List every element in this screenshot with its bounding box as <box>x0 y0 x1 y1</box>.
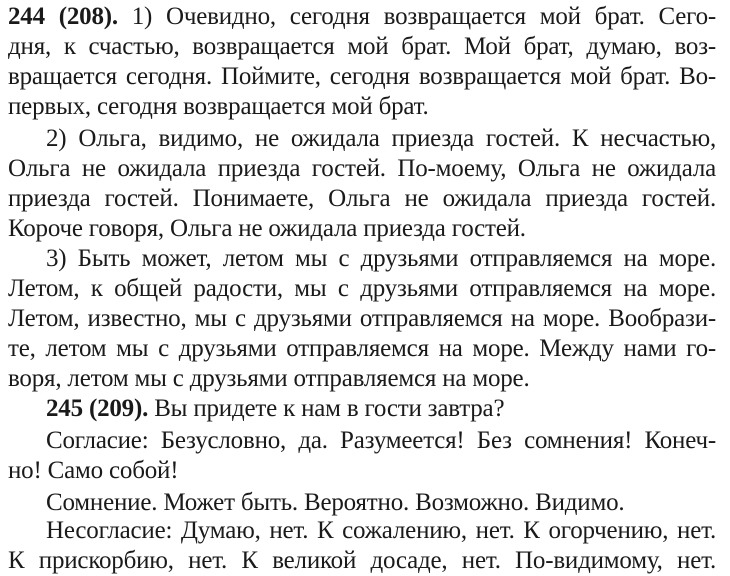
exercise-244-line-4: первых, сегодня возвращается мой брат. <box>8 93 429 120</box>
exercise-244-item2-line-2: Ольга не ожидала приезда гостей. По-моему, Ольга не ожидала <box>8 155 716 182</box>
exercise-244-item3-line-3: Летом, известно, мы с друзьями отправляемся на море. Вообрази- <box>8 305 716 332</box>
disagreement-line-2: К прискорбию, нет. К великой досаде, нет. По-видимому, нет. <box>8 547 716 574</box>
exercise-244-item3-line-5: воря, летом мы с друзьями отправляемся на море. <box>8 365 530 392</box>
exercise-244-item3-line-2: Летом, к общей радости, мы с друзьями отправляемся на море. <box>8 275 716 302</box>
agreement-line-1: Согласие: Безусловно, да. Разумеется! Без сомнения! Конеч- <box>46 427 716 454</box>
exercise-244-item2-line-1: 2) Ольга, видимо, не ожидала приезда гостей. К несчастью, <box>46 125 716 152</box>
exercise-244-number: 244 (208). <box>8 3 118 30</box>
exercise-245-number: 245 (209). <box>46 395 149 422</box>
exercise-245-question: Вы придете к нам в гости завтра? <box>148 395 505 422</box>
disagreement-line-1: Несогласие: Думаю, нет. К сожалению, нет. К огорчению, нет. <box>46 517 716 544</box>
doubt-line: Сомнение. Может быть. Вероятно. Возможно. Видимо. <box>46 489 625 516</box>
exercise-244-line-2: дня, к счастью, возвращается мой брат. Мой брат, думаю, воз- <box>8 33 716 60</box>
exercise-245-heading <box>46 394 716 424</box>
exercise-244-item2-line-3: приезда гостей. Понимаете, Ольга не ожидала приезда гостей. <box>8 185 716 212</box>
exercise-244-text: 1) Очевидно, сегодня возвращается мой брат. Сего- <box>117 3 716 30</box>
exercise-244-item3-line-1: 3) Быть может, летом мы с друзьями отправляемся на море. <box>46 245 716 272</box>
exercise-244-line-1 <box>8 2 716 32</box>
exercise-244-item2-line-4: Короче говоря, Ольга не ожидала приезда гостей. <box>8 215 526 242</box>
agreement-line-2: но! Само собой! <box>8 457 179 484</box>
exercise-244-item3-line-4: те, летом мы с друзьями отправляемся на море. Между нами го- <box>8 335 716 362</box>
exercise-244-line-3: вращается сегодня. Поймите, сегодня возвращается мой брат. Во- <box>8 63 716 90</box>
